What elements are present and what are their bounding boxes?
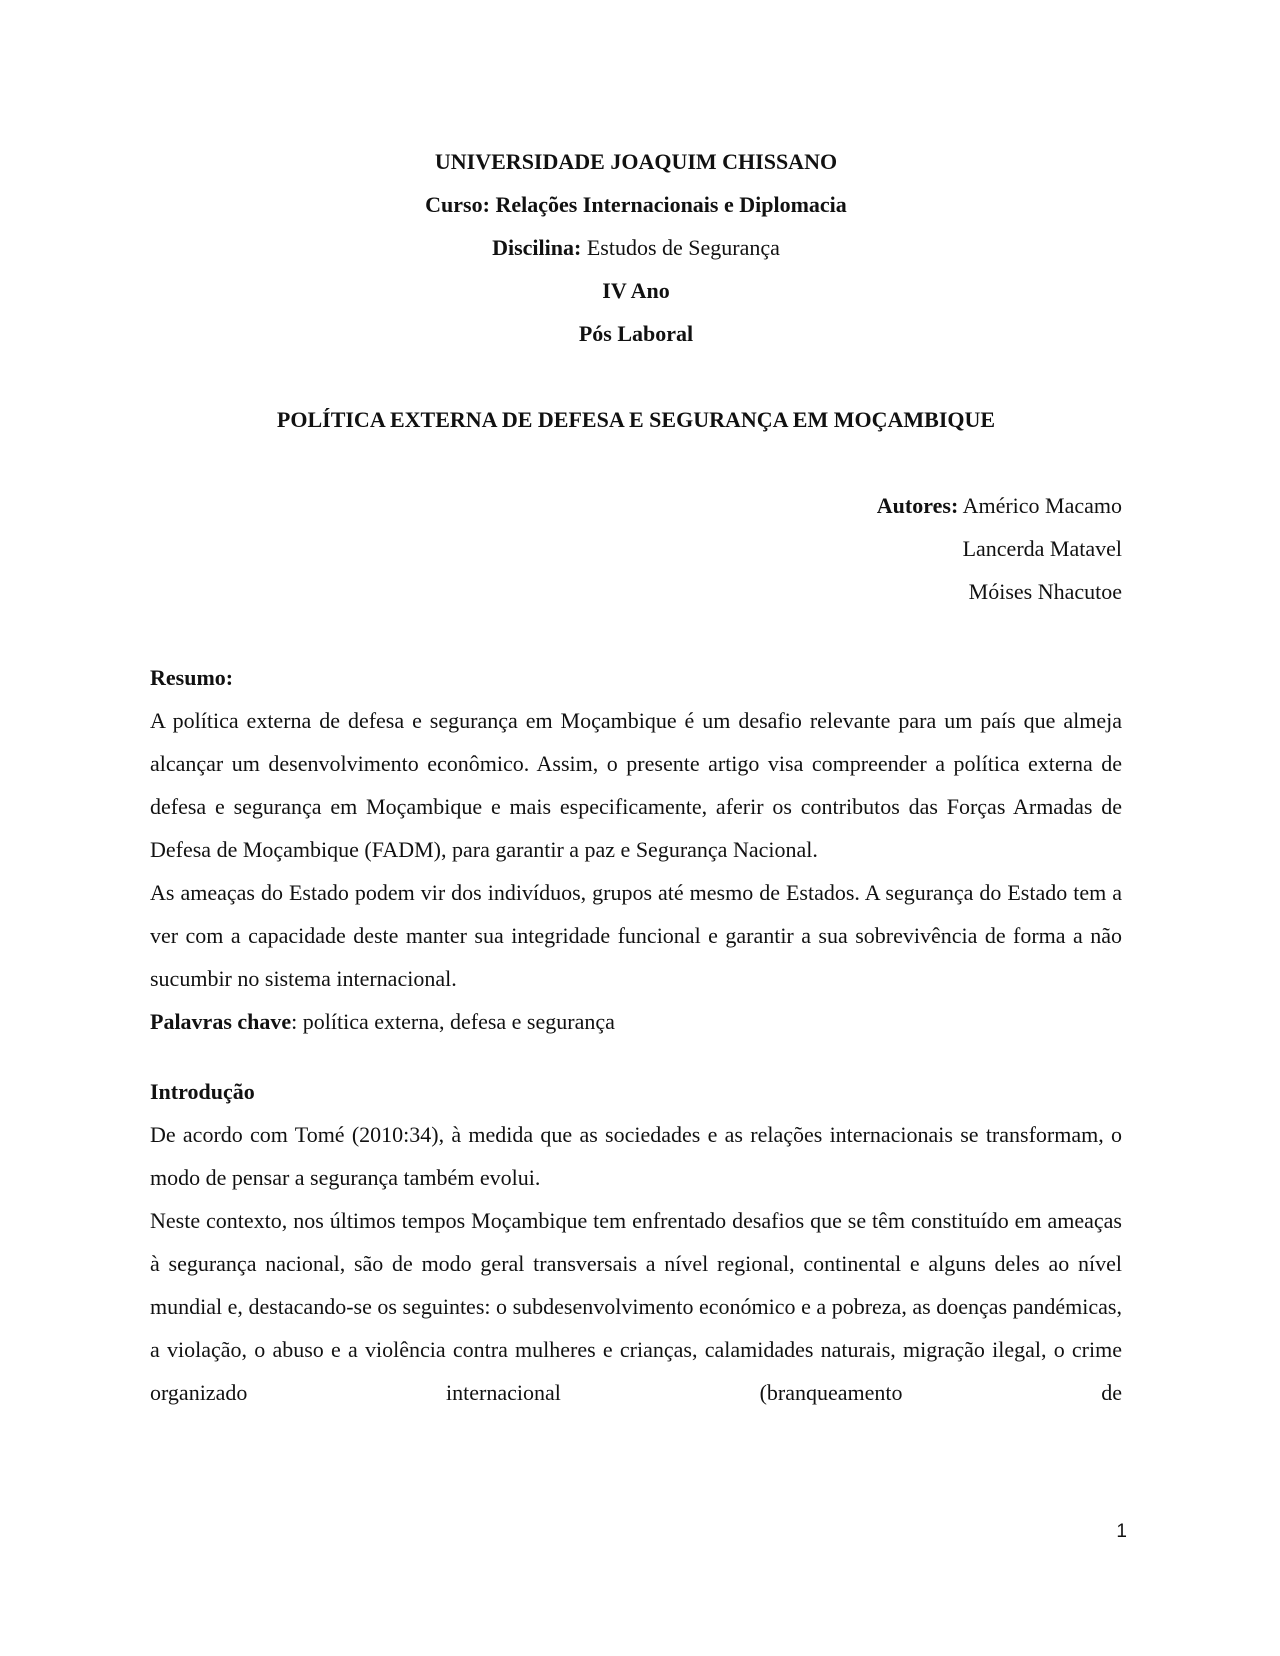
regime-line: Pós Laboral: [578, 321, 694, 346]
spacer: [150, 441, 1122, 484]
course-line: [150, 183, 1122, 226]
course-value: Relações Internacionais e Diplomacia: [495, 192, 847, 217]
page-number: 1: [1116, 1521, 1127, 1542]
year-line: IV Ano: [602, 278, 670, 303]
introduction-paragraph: De acordo com Tomé (2010:34), à medida que as sociedades e as relações internacionais se transformam, o modo de pensar a segurança também evolui.: [150, 1122, 1122, 1190]
author-line-1: [150, 484, 1122, 527]
author-name: Américo Macamo: [962, 493, 1122, 518]
abstract-heading: Resumo:: [150, 665, 234, 690]
authors-block: [150, 484, 1122, 613]
keywords-label: Palavras chave: [150, 1009, 292, 1034]
document-page: [150, 140, 1122, 1414]
discipline-line: [150, 226, 1122, 269]
abstract-section: [150, 656, 1122, 1043]
document-title: POLÍTICA EXTERNA DE DEFESA E SEGURANÇA EM MOÇAMBIQUE: [276, 407, 996, 432]
discipline-value: Estudos de Segurança: [586, 235, 780, 260]
authors-label: Autores:: [876, 493, 959, 518]
keywords-value: : política externa, defesa e segurança: [291, 1009, 615, 1034]
abstract-paragraph: A política externa de defesa e segurança em Moçambique é um desafio relevante para um país que almeja alcançar um desenvolvimento econômico. Assim, o presente artigo visa compreender a política externa de defesa e segurança em Moçambique e mais especificamente, aferir os contributos das Forças Armadas de Defesa de Moçambique (FADM), para garantir a paz e Segurança Nacional.: [150, 708, 1122, 862]
introduction-heading: Introdução: [150, 1079, 255, 1104]
author-name: Lancerda Matavel: [962, 536, 1122, 561]
introduction-paragraph: Neste contexto, nos últimos tempos Moçambique tem enfrentado desafios que se têm constituído em ameaças à segurança nacional, são de modo geral transversais a nível regional, continental e alguns deles ao nível mundial e, destacando-se os seguintes: o subdesenvolvimento económico e a pobreza, as doenças pandémicas, a violação, o abuso e a violência contra mulheres e crianças, calamidades naturais, migração ilegal, o crime organizado internacional (branqueamento de: [150, 1208, 1122, 1405]
introduction-section: [150, 1070, 1122, 1414]
keywords-line: [150, 1000, 1122, 1043]
spacer: [150, 613, 1122, 656]
document-header: [150, 140, 1122, 355]
course-label: Curso:: [425, 192, 490, 217]
spacer: [150, 1043, 1122, 1070]
author-name: Móises Nhacutoe: [968, 579, 1122, 604]
discipline-label: Discilina:: [492, 235, 582, 260]
abstract-paragraph: As ameaças do Estado podem vir dos indivíduos, grupos até mesmo de Estados. A segurança do Estado tem a ver com a capacidade deste manter sua integridade funcional e garantir a sua sobrevivência de forma a não sucumbir no sistema internacional.: [150, 880, 1122, 991]
university-name: UNIVERSIDADE JOAQUIM CHISSANO: [434, 149, 838, 174]
